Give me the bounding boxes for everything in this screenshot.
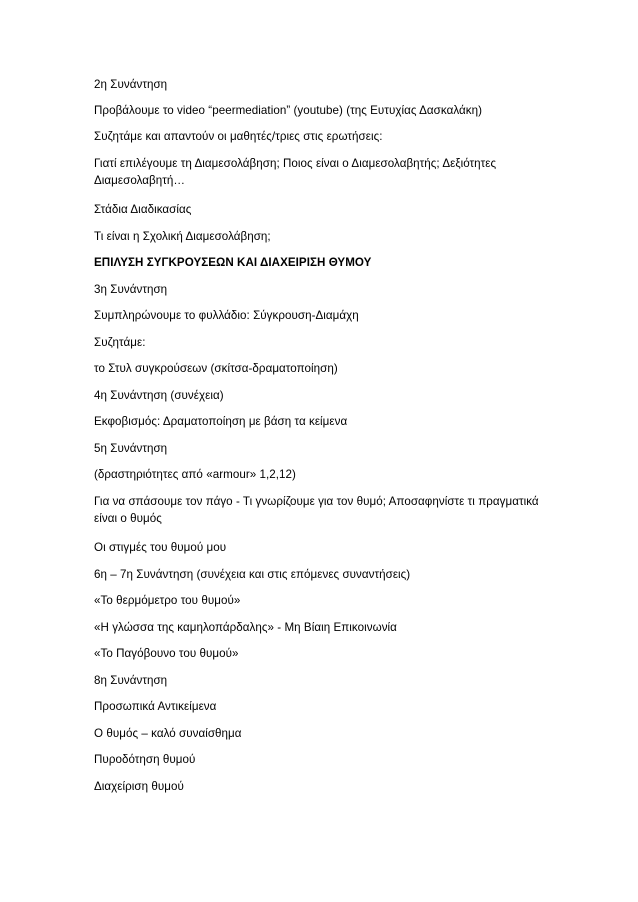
meeting-2-heading: 2η Συνάντηση (94, 78, 168, 91)
discussion-line: Συζητάμε και απαντούν οι μαθητές/τριες στις ερωτήσεις: (94, 130, 383, 143)
anger-iceberg-line: «Το Παγόβουνο του θυμού» (94, 647, 239, 660)
stages-line: Στάδια Διαδικασίας (94, 203, 192, 216)
anger-thermometer-line: «Το θερμόμετρο του θυμού» (94, 594, 241, 607)
questions-line: Γιατί επιλέγουμε τη Διαμεσολάβηση; Ποιος είναι ο Διαμεσολαβητής; Δεξιότητες Διαμεσολαβητή… (94, 157, 497, 187)
bullying-line: Εκφοβισμός: Δραματοποίηση με βάση τα κείμενα (94, 415, 348, 428)
anger-triggering-line: Πυροδότηση θυμού (94, 753, 196, 766)
armour-activities-line: (δραστηριότητες από «armour» 1,2,12) (94, 468, 296, 481)
leaflet-line: Συμπληρώνουμε το φυλλάδιο: Σύγκρουση-Διαμάχη (94, 309, 359, 322)
discuss-line: Συζητάμε: (94, 336, 146, 349)
meeting-8-heading: 8η Συνάντηση (94, 674, 168, 687)
personal-objects-line: Προσωπικά Αντικείμενα (94, 700, 217, 713)
anger-moments-line: Οι στιγμές του θυμού μου (94, 541, 227, 554)
meeting-3-heading: 3η Συνάντηση (94, 283, 168, 296)
conflict-style-line: το Στυλ συγκρούσεων (σκίτσα-δραματοποίηση) (94, 362, 338, 375)
video-line: Προβάλουμε το video “peermediation” (youtube) (της Ευτυχίας Δασκαλάκη) (94, 104, 483, 117)
ice-breaker-line: Για να σπάσουμε τον πάγο - Τι γνωρίζουμε για τον θυμό; Αποσαφηνίστε τι πραγματικά είναι ο θυμός (94, 495, 539, 525)
giraffe-language-line: «Η γλώσσα της καμηλοπάρδαλης» - Μη Βίαιη Επικοινωνία (94, 621, 397, 634)
section-heading: ΕΠΙΛΥΣΗ ΣΥΓΚΡΟΥΣΕΩΝ ΚΑΙ ΔΙΑΧΕΙΡΙΣΗ ΘΥΜΟΥ (94, 256, 372, 269)
meeting-4-heading: 4η Συνάντηση (συνέχεια) (94, 389, 224, 402)
anger-management-line: Διαχείριση θυμού (94, 780, 184, 793)
school-mediation-line: Τι είναι η Σχολική Διαμεσολάβηση; (94, 230, 271, 243)
anger-good-emotion-line: Ο θυμός – καλό συναίσθημα (94, 727, 242, 740)
meeting-5-heading: 5η Συνάντηση (94, 442, 168, 455)
meeting-6-7-heading: 6η – 7η Συνάντηση (συνέχεια και στις επόμενες συναντήσεις) (94, 568, 411, 581)
